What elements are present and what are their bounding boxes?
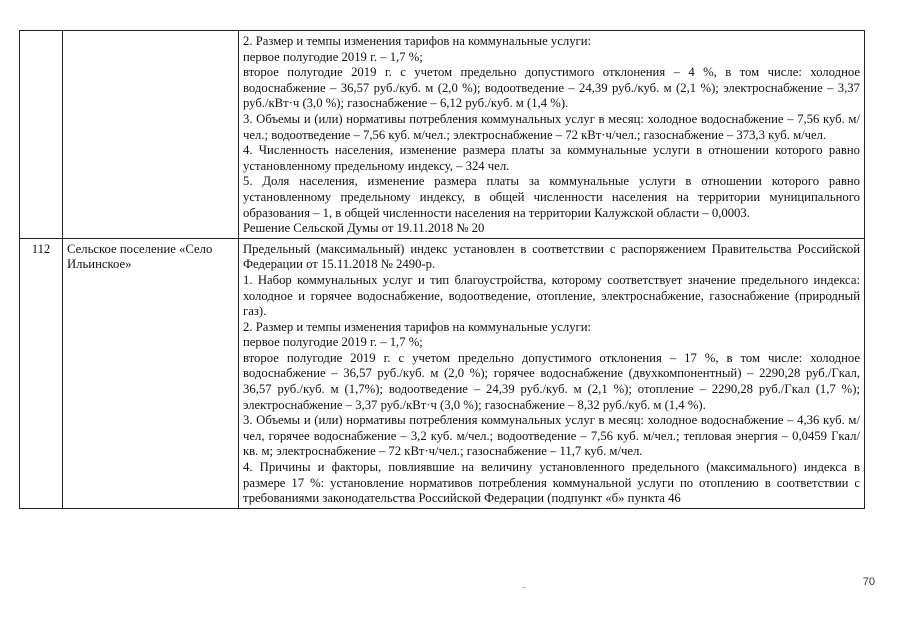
- paragraph: Предельный (максимальный) индекс установлен в соответствии с распоряжением Правительства Российской Федерации от 15.11.2018 № 2490-р.: [243, 241, 860, 272]
- table-row-continued: [20, 31, 865, 239]
- indices-table: [19, 30, 865, 509]
- paragraph: 3. Объемы и (или) нормативы потребления коммунальных услуг в месяц: холодное водоснабжение – 4,36 куб. м/чел, горячее водоснабжение – 3,2 куб. м/чел.; водоотведение – 7,56 куб. м/чел.; тепловая энергия – 0,0459 Гкал/кв. м; электроснабжение – 72 кВт·ч/чел.; газоснабжение – 11,7 куб. м/чел.: [243, 413, 860, 459]
- paragraph: первое полугодие 2019 г. – 1,7 %;: [243, 49, 423, 64]
- scan-mark: [522, 587, 526, 588]
- paragraph: 3. Объемы и (или) нормативы потребления коммунальных услуг в месяц: холодное водоснабжение – 7,56 куб. м/чел.; водоотведение – 7,56 куб. м/чел.; электроснабжение – 72 кВт·ч/чел.; газоснабжение – 373,3 куб. м/чел.: [243, 111, 860, 142]
- table-row-112: [20, 238, 865, 508]
- municipality-name-cell: Сельское поселение «Село Ильинское»: [63, 238, 239, 508]
- description-cell: [239, 31, 865, 239]
- paragraph: 4. Численность населения, изменение размера платы за коммунальные услуги в отношении которого равно установленному предельному индексу, – 324 чел.: [243, 143, 860, 173]
- page-number: 70: [862, 576, 875, 588]
- paragraph: 5. Доля населения, изменение размера платы за коммунальные услуги в отношении которого равно установленному предельному индексу, в общей численности населения на территории муниципального образования – 1, в общей численности населения на территории Калужской области – 0,0003.: [243, 174, 860, 220]
- paragraph: 1. Набор коммунальных услуг и тип благоустройства, которому соответствует значение предельного индекса: холодное и горячее водоснабжение, водоотведение, отопление, электроснабжение, газоснабжение (природный газ).: [243, 272, 860, 319]
- paragraph: второе полугодие 2019 г. с учетом предельно допустимого отклонения – 4 %, в том числе: холодное водоснабжение – 36,57 руб./куб. м (2,0 %); водоотведение – 24,39 руб./куб. м (2,1 %); электроснабжение – 3,37 руб./кВт·ч (3,0 %); газоснабжение – 6,12 руб./куб. м (1,4 %).: [243, 65, 860, 111]
- municipality-name-cell: [63, 31, 239, 239]
- paragraph: первое полугодие 2019 г. – 1,7 %;: [243, 335, 423, 350]
- paragraph: 2. Размер и темпы изменения тарифов на коммунальные услуги:: [243, 34, 592, 48]
- paragraph: второе полугодие 2019 г. с учетом предельно допустимого отклонения – 17 %, в том числе: холодное водоснабжение – 36,57 руб./куб. м (2,0 %); горячее водоснабжение (двухкомпонентный) – 2290,28 руб./Гкал, 36,57 руб./куб. м (1,7%); водоотведение – 24,39 руб./куб. м (2,1 %); отопление – 2290,28 руб./Гкал (1,7 %); электроснабжение – 3,37 руб./кВт·ч (3,0 %); газоснабжение – 8,32 руб./куб. м (1,4 %).: [243, 350, 860, 412]
- row-number-cell: 112: [20, 238, 63, 508]
- row-number-cell: [20, 31, 63, 239]
- paragraph: 2. Размер и темпы изменения тарифов на коммунальные услуги:: [243, 319, 592, 334]
- description-cell: [239, 238, 865, 508]
- paragraph: 4. Причины и факторы, повлиявшие на величину установленного предельного (максимального) индекса в размере 17 %: установление нормативов потребления коммунальной услуги по отоплению в соответствии с требованиями законодательства Российской Федерации (подпункт «б» пункта 46: [243, 460, 860, 506]
- decision-reference: Решение Сельской Думы от 19.11.2018 № 20: [243, 221, 485, 236]
